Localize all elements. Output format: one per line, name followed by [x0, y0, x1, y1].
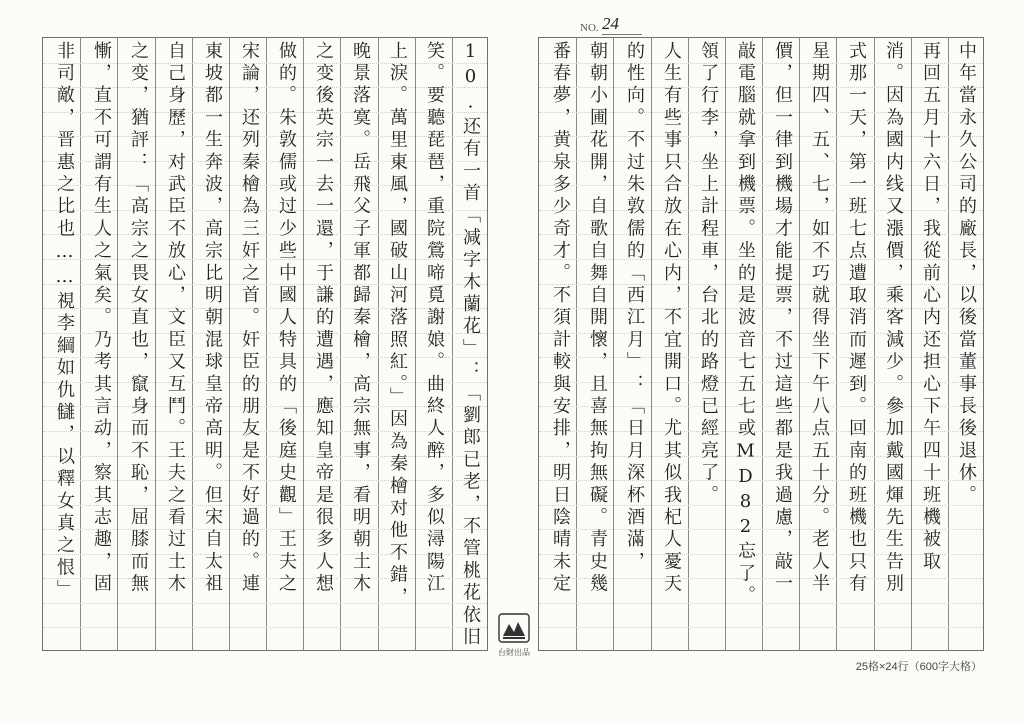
grid-column-line — [452, 38, 453, 650]
grid-column-line — [799, 38, 800, 650]
left-column-2: 笑。要聽琵琶，重院鶯啼覓謝娘。曲終人醉，多似潯陽江 — [424, 41, 445, 596]
left-column-8: 東坡都一生奔波，高宗比明朝混球皇帝高明。但宋自太祖 — [202, 41, 223, 596]
left-column-5: 之变後英宗一去一還，于謙的遭遇，應知皇帝是很多人想 — [313, 41, 334, 596]
right-column-9: 人生有些事只合放在心内，不宜開口。尤其似我杞人憂天 — [661, 41, 682, 596]
publisher-mark: 台財出品 — [498, 648, 530, 657]
grid-column-line — [378, 38, 379, 650]
grid-column-line — [874, 38, 875, 650]
left-column-1: 10.还有一首「减字木蘭花」：「劉郎已老，不管桃花依旧 — [460, 41, 481, 650]
right-column-12: 番春夢，黄泉多少奇才。不須計較與安排，明日陰晴未定 — [550, 41, 571, 596]
grid-column-line — [613, 38, 614, 650]
grid-column-line — [303, 38, 304, 650]
left-column-4: 晚景落寞。岳飛父子軍都歸秦檜，高宗無事，看明朝土木 — [350, 41, 371, 596]
left-column-12: 非司敵，晋惠之比也……視李綱如仇讎，以釋女真之恨」 — [54, 41, 75, 602]
right-column-8: 領了行李，坐上計程車，台北的路燈已經亮了。 — [698, 41, 719, 508]
right-column-7: 敲電腦就拿到機票。坐的是波音七五七或MD82忘了。 — [735, 41, 756, 608]
left-column-6: 做的。朱敦儒或过少些中國人特具的「後庭史觀」王夫之 — [276, 41, 297, 596]
right-column-3: 消。因為國内线又漲價，乘客減少。參加戴國煇先生告別 — [883, 41, 904, 596]
grid-row-line — [43, 627, 487, 628]
grid-column-line — [229, 38, 230, 650]
grid-column-line — [948, 38, 949, 650]
left-column-7: 宋論，还列秦檜為三奸之首。奸臣的朋友是不好過的。連 — [239, 41, 260, 596]
grid-column-line — [340, 38, 341, 650]
grid-column-line — [688, 38, 689, 650]
grid-column-line — [117, 38, 118, 650]
right-column-10: 的性向。不过朱敦儒的「西江月」：「日月深杯酒滿， — [624, 41, 645, 574]
right-column-1: 中年當永久公司的廠長，以後當董事長後退休。 — [956, 41, 977, 508]
right-column-2: 再回五月十六日，我從前心内还担心下午四十班機被取 — [920, 41, 941, 574]
grid-column-line — [651, 38, 652, 650]
grid-column-line — [762, 38, 763, 650]
grid-row-line — [43, 603, 487, 604]
grid-column-line — [911, 38, 912, 650]
right-column-5: 星期四、五、七，如不巧就得坐下午八点五十分。老人半 — [809, 41, 830, 596]
right-column-6: 價，但一律到機場才能提票，不过這些都是我過慮，敲一 — [772, 41, 793, 596]
grid-column-line — [80, 38, 81, 650]
left-column-9: 自己身歷，对武臣不放心，文臣又互鬥。王夫之看过土木 — [165, 41, 186, 596]
left-column-11: 慚，直不可謂有生人之氣矣。乃考其言动，察其志趣，固 — [91, 41, 112, 596]
left-column-10: 之变，猶評：「高宗之畏女直也，竄身而不恥，屈膝而無 — [128, 41, 149, 596]
right-column-11: 朝朝小圃花開，自歌自舞自開懷，且喜無拘無礙。青史幾 — [587, 41, 608, 596]
left-column-3: 上淚。萬里東風，國破山河落照紅。」因為秦檜对他不錯， — [387, 41, 408, 610]
grid-row-line — [539, 603, 983, 604]
grid-spec-note: 25格×24行（600字大格） — [855, 661, 982, 673]
grid-column-line — [836, 38, 837, 650]
grid-column-line — [192, 38, 193, 650]
grid-column-line — [576, 38, 577, 650]
publisher-logo-icon — [497, 612, 531, 644]
grid-column-line — [155, 38, 156, 650]
page-number-label: NO. — [580, 22, 599, 34]
grid-row-line — [539, 627, 983, 628]
grid-column-line — [725, 38, 726, 650]
grid-column-line — [415, 38, 416, 650]
grid-column-line — [266, 38, 267, 650]
page-number-value: 24 — [602, 14, 642, 35]
right-column-4: 式那一天，第一班七点遭取消而遲到。回南的班機也只有 — [846, 41, 867, 596]
